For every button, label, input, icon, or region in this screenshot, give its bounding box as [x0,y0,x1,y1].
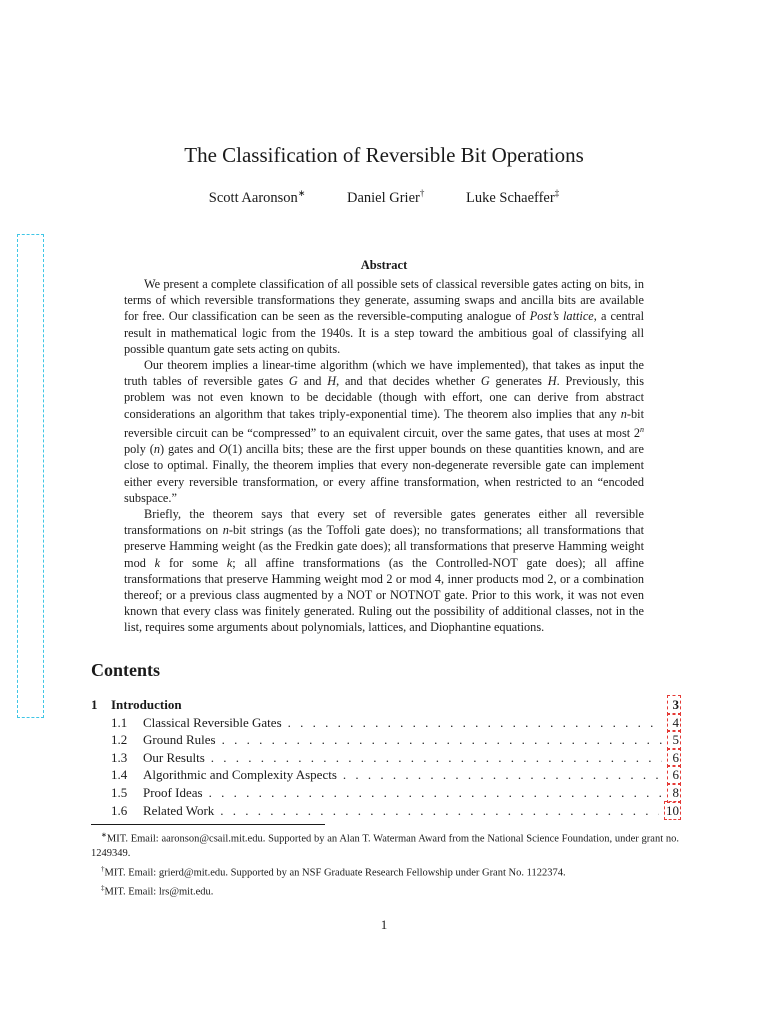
abstract-paragraph-3: Briefly, the theorem says that every set of reversible gates generates either all reversible transformations on n-bit strings (as the Toffoli gate does); no transformations; all transformations that preserve Hamming weight (as the Fredkin gate does); all transformations that preserve Hamming weight mod k for some k; all affine transformations (as the Controlled-NOT gate does); all affine transformations that preserve Hamming weight mod 2 or mod 4, inner products mod 2, or a combination thereof; or a previous class augmented by a NOT or NOTNOT gate. Prior to this work, it was not even known that every class was finitely generated. Ruling out the possibility of additional classes, not in the list, requires some arguments about polynomials, lattices, and Diophantine equations. [124,506,644,635]
arxiv-id-frame [17,234,44,718]
contents-heading: Contents [91,660,161,680]
toc-label: Related Work [143,802,215,818]
abstract-body [124,276,644,636]
toc-label: Proof Ideas [143,784,203,800]
author-schaeffer: Luke Schaeffer‡ [465,188,560,206]
toc-item[interactable]: 1.6 Related Work . . . 10 [91,802,680,820]
toc-item[interactable]: 1.3 Our Results . . . 6 [91,749,680,767]
toc-item[interactable]: 1.4 Algorithmic and Complexity Aspects . . . 6 [91,766,680,784]
author-grier: Daniel Grier† [346,188,425,206]
toc-page-link[interactable]: 3 [668,696,680,714]
toc-item[interactable]: 1.5 Proof Ideas . . . 8 [91,784,680,802]
toc-page-link[interactable]: 6 [668,766,680,784]
abstract-heading: Abstract [360,258,408,272]
toc-page-link[interactable]: 4 [668,714,680,732]
toc-label: Introduction [111,697,182,712]
paper-title: The Classification of Reversible Bit Operations [184,143,584,167]
toc-label: Ground Rules [143,732,216,748]
footnote-schaeffer: ‡MIT. Email: lrs@mit.edu. [101,883,214,897]
author-aaronson: Scott Aaronson∗ [208,188,306,206]
toc-page-link[interactable]: 8 [668,784,680,802]
toc-label: Classical Reversible Gates [143,714,282,730]
toc-item[interactable]: 1.2 Ground Rules . . . 5 [91,731,680,749]
toc-page-link[interactable]: 6 [668,749,680,767]
abstract-paragraph-1: We present a complete classification of all possible sets of classical reversible gates acting on bits, in terms of which reversible transformations they generate, assuming swaps and ancilla bits are available for free. Our classification can be seen as the reversible-computing analogue of Post’s lattice, a central result in mathematical logic from the 1940s. It is a step toward the ambitious goal of classifying all possible quantum gate sets acting on qubits. [124,277,644,356]
toc-label: Algorithmic and Complexity Aspects [143,767,337,783]
footnotes [91,828,679,900]
toc-page-link[interactable]: 10 [666,802,679,818]
abstract-paragraph-2: Our theorem implies a linear-time algorithm (which we have implemented), that takes as input the truth tables of reversible gates G and H, and that decides whether G generates H. Previously, this problem was not even known to be decidable (though with effort, one can derive from abstract considerations an algorithm that takes triply-exponential time). The theorem also implies that any n-bit reversible circuit can be “compressed” to an equivalent circuit, over the same gates, that uses at most 2$^n$ poly (n) gates and O(1) ancilla bits; these are the first upper bounds on these quantities known, and are close to optimal. Finally, the theorem implies that every non-degenerate reversible gate can implement either every reversible transformation, or every affine transformation, when restricted to an “encoded subspace.” [124,358,644,505]
footnote-grier: †MIT. Email: grierd@mit.edu. Supported by an NSF Graduate Research Fellowship under Grant No. 1122374. [101,864,566,878]
footnote-rule [91,824,325,825]
toc-item[interactable]: 1.1 Classical Reversible Gates . . . 4 [91,714,680,732]
author-list [0,188,768,207]
footnote-aaronson: ∗MIT. Email: aaronson@csail.mit.edu. Supported by an Alan T. Waterman Award from the National Science Foundation, under grant no. 1249349. [91,831,679,859]
toc-label: Our Results [143,749,205,765]
toc-page-link[interactable]: 5 [668,731,680,749]
toc-section-introduction[interactable]: 1 Introduction 3 [91,697,679,712]
page-number: 1 [380,917,388,932]
table-of-contents [91,696,680,819]
